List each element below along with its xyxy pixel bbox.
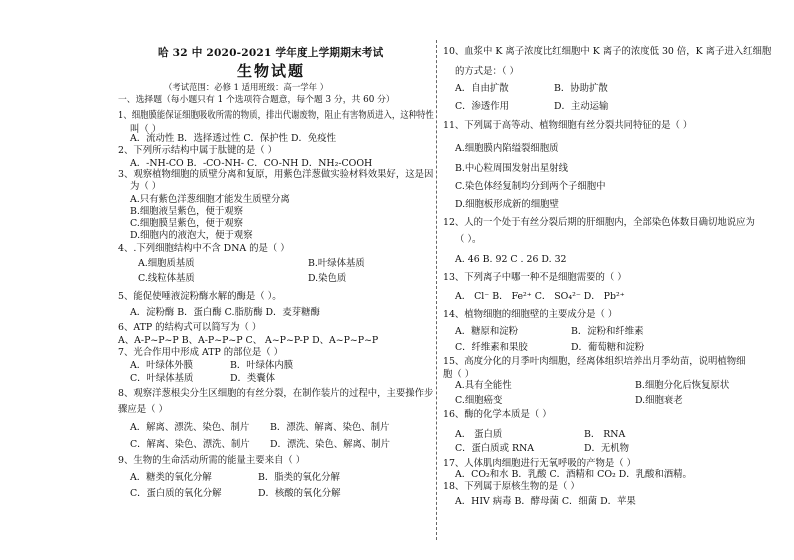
option-b: B．淀粉和纤维素: [571, 326, 644, 337]
option-b: B.中心粒周围发射出星射线: [455, 163, 568, 174]
option-a: A．自由扩散: [455, 83, 509, 94]
exam-scope: （考试范围：必修 1 适用班级：高一学年 ）: [164, 82, 329, 92]
option-b: B． RNA: [584, 429, 626, 440]
option-a: A．糖类的氧化分解: [130, 472, 212, 483]
question-stem: 为（ ）: [130, 181, 162, 192]
option-d: D.染色质: [308, 273, 347, 284]
question-stem: 6、ATP 的结构式可以简写为（ ）: [118, 322, 262, 333]
option-row: A．流动性 B．选择透过性 C．保护性 D．免疫性: [130, 133, 337, 144]
question-stem: 10、血浆中 K 离子浓度比红细胞中 K 离子的浓度低 30 倍，K 离子进入红细胞: [443, 46, 772, 57]
question-stem: 17、人体肌肉细胞进行无氧呼吸的产物是（ ）: [443, 458, 637, 469]
option-c: C.线粒体基质: [138, 273, 195, 284]
option-row: A．-NH-CO B．-CO-NH- C．CO-NH D．NH₂-COOH: [130, 158, 373, 169]
question-stem: 14、植物细胞的细胞壁的主要成分是（ ）: [443, 309, 618, 320]
option-b: B.细胞分化后恢复原状: [635, 380, 730, 391]
option-row: A．HIV 病毒 B．酵母菌 C．细菌 D．苹果: [455, 496, 636, 507]
option-a: A.细胞质基质: [138, 258, 195, 269]
option-c: C．叶绿体基质: [130, 373, 194, 384]
option-b: B.细胞液呈紫色，便于观察: [130, 206, 243, 217]
option-d: D.细胞内的液泡大，便于观察: [130, 230, 253, 241]
option-d: D．主动运输: [554, 101, 609, 112]
option-a: A.细胞膜内陷缢裂细胞质: [455, 143, 559, 154]
option-a: A．叶绿体外膜: [130, 360, 194, 371]
option-d: D.细胞衰老: [635, 395, 683, 406]
subject-title: 生物试题: [237, 62, 306, 80]
option-c: C．渗透作用: [455, 101, 510, 112]
option-b: B．协助扩散: [554, 83, 608, 94]
exam-title: 哈 32 中 2020-2021 学年度上学期期末考试: [158, 47, 384, 59]
question-stem: 8、观察洋葱根尖分生区细胞的有丝分裂，在制作装片的过程中，主要操作步: [118, 388, 434, 399]
question-stem: 18、下列属于原核生物的是（ ）: [443, 481, 580, 492]
question-stem: 2、下列所示结构中属于肽键的是（ ）: [118, 145, 277, 156]
question-stem: 13、下列离子中哪一种不是细胞需要的（ ）: [443, 272, 627, 283]
option-c: C.细胞膜呈紫色，便于观察: [130, 218, 243, 229]
question-stem: 1、细胞膜能保证细胞吸收所需的物质，排出代谢废物，阻止有害物质进入，这种特性: [118, 110, 434, 121]
option-d: D.细胞板形成新的细胞壁: [455, 199, 559, 210]
option-a: A．解离、漂洗、染色、制片: [130, 422, 250, 433]
question-stem: 5、能促使唾液淀粉酶水解的酶是（ ）。: [118, 291, 282, 302]
option-row: A． Cl⁻ B． Fe²⁺ C． SO₄²⁻ D． Pb²⁺: [455, 291, 625, 302]
question-stem: 7、光合作用中形成 ATP 的部位是（ ）: [118, 347, 283, 358]
question-stem: 骤应是（ ）: [118, 404, 168, 415]
option-c: C.染色体经复制均分到两个子细胞中: [455, 181, 606, 192]
question-stem: 11、下列属于高等动、植物细胞有丝分裂共同特征的是（ ）: [443, 120, 693, 131]
option-b: B．叶绿体内膜: [230, 360, 294, 371]
option-c: C．蛋白质或 RNA: [455, 443, 535, 454]
option-d: D．无机物: [584, 443, 630, 454]
question-stem: 叫（ ）: [130, 124, 162, 135]
question-stem: 16、酶的化学本质是（ ）: [443, 409, 552, 420]
option-row: A、A-P~P~P B、A-P~P~P C、 A~P~P-P D、A~P~P~P: [118, 335, 379, 346]
question-stem: 12、人的一个处于有丝分裂后期的肝细胞内，全部染色体数目确切地说应为: [443, 217, 755, 228]
section-heading: 一、选择题（每小题只有 1 个选项符合题意，每个题 3 分，共 60 分）: [118, 95, 395, 105]
option-c: C．纤维素和果胶: [455, 342, 528, 353]
question-stem: （ ）。: [455, 234, 482, 245]
option-c: C.细胞癌变: [455, 395, 503, 406]
option-row: A．CO₂和水 B．乳酸 C．酒精和 CO₂ D．乳酸和酒精。: [455, 469, 692, 480]
option-d: D．漂洗、染色、解离、制片: [270, 439, 391, 450]
question-stem: 的方式是：（ ）: [455, 66, 519, 77]
option-b: B．漂洗、解离、染色、制片: [270, 422, 390, 433]
question-stem: 4、.下列细胞结构中不含 DNA 的是（ ）: [118, 243, 290, 254]
question-stem: 9、生物的生命活动所需的能量主要来自（ ）: [118, 455, 306, 466]
question-stem: 胞（ ）: [443, 369, 475, 380]
option-a: A． 蛋白质: [455, 429, 503, 440]
option-c: C．蛋白质的氧化分解: [130, 488, 222, 499]
option-d: D．葡萄糖和淀粉: [571, 342, 645, 353]
option-a: A．糖原和淀粉: [455, 326, 519, 337]
option-a: A.具有全能性: [455, 380, 512, 391]
option-c: C．解离、染色、漂洗、制片: [130, 439, 250, 450]
question-stem: 3、观察植物细胞的质壁分离和复原，用紫色洋葱做实验材料效果好，这是因: [118, 169, 434, 180]
option-b: B.叶绿体基质: [308, 258, 365, 269]
option-row: A. 46 B. 92 C . 26 D. 32: [455, 254, 567, 265]
option-a: A.只有紫色洋葱细胞才能发生质壁分离: [130, 194, 290, 205]
column-divider: [436, 40, 437, 540]
question-stem: 15、高度分化的月季叶肉细胞，经离体组织培养出月季幼苗，说明植物细: [443, 356, 746, 367]
option-row: A．淀粉酶 B．蛋白酶 C.脂肪酶 D．麦芽糖酶: [130, 307, 320, 318]
option-d: D．核酸的氧化分解: [258, 488, 341, 499]
option-d: D．类囊体: [230, 373, 276, 384]
option-b: B．脂类的氧化分解: [258, 472, 340, 483]
